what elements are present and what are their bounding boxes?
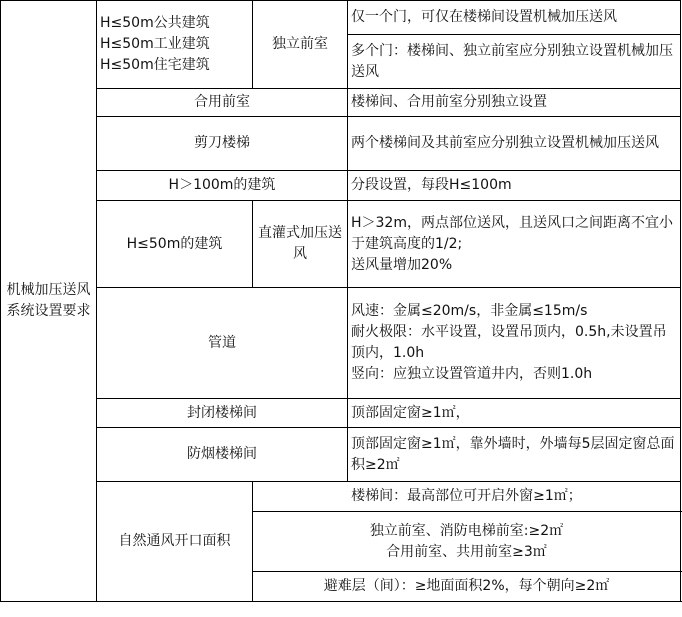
table-row: [1, 171, 681, 201]
category-label: 剪刀楼梯: [194, 135, 250, 151]
category-cell: [97, 201, 253, 288]
table-row: [1, 89, 681, 117]
requirement-text: 仅一个门，可仅在楼梯间设置机械加压送风: [351, 9, 617, 25]
category-cell: [97, 288, 348, 399]
requirement-cell: [348, 171, 681, 201]
requirement-cell: [348, 399, 681, 428]
requirement-text: 两个楼梯间及其前室应分别独立设置机械加压送风: [351, 135, 659, 151]
table-row: [1, 288, 681, 399]
requirement-text: 竖向：应独立设置管道井内，否则1.0h: [351, 366, 593, 382]
table-row: [1, 201, 681, 288]
category-label: 合用前室: [194, 94, 250, 110]
table-row: [1, 482, 681, 512]
requirement-text: H＞32m，两点部位送风，且送风口之间距离不宜小于建筑高度的1/2;: [351, 214, 673, 252]
category-cell: [97, 89, 348, 117]
building-type-list: [97, 1, 253, 89]
category-label: 防烟楼梯间: [187, 446, 257, 462]
requirement-text: 送风量增加20%: [351, 256, 453, 273]
requirement-text: 风速：金属≤20m/s，非金属≤15m/s: [351, 303, 588, 319]
requirement-text: 楼梯间：最高部位可开启外窗≥1㎡；: [351, 488, 582, 504]
requirement-cell: [348, 428, 681, 482]
building-type-residential: H≤50m住宅建筑: [100, 57, 210, 73]
section-label: 自然通风开口面积: [118, 533, 231, 549]
category-cell: [97, 117, 348, 171]
table-row: [1, 399, 681, 428]
anteroom-type-label: 独立前室: [272, 36, 328, 52]
building-type-industrial: H≤50m工业建筑: [100, 36, 210, 52]
anteroom-type-cell: [253, 1, 348, 89]
requirement-text: 分段设置，每段H≤100m: [351, 177, 512, 193]
subcategory-label: 直灌式加压送风: [258, 225, 342, 262]
category-cell: [97, 428, 348, 482]
table-row: [1, 117, 681, 171]
requirement-text: 避难层（间）：≥地面面积2%，每个朝向≥2㎡: [323, 578, 610, 594]
requirement-text: 耐火极限：水平设置，设置吊顶内，0.5h,未设置吊顶内，1.0h: [351, 324, 667, 361]
subcategory-cell: [253, 201, 348, 288]
building-type-public: H≤50m公共建筑: [100, 15, 210, 31]
requirement-text: 顶部固定窗≥1㎡，靠外墙时，外墙每5层固定窗总面积≥2㎡: [351, 435, 675, 473]
requirement-cell: [253, 482, 681, 512]
section-label: 机械加压送风系统设置要求: [6, 282, 91, 319]
requirement-cell: [348, 89, 681, 117]
requirement-cell: [253, 572, 681, 602]
category-label: H≤50m的建筑: [126, 235, 223, 252]
requirement-cell: [348, 35, 681, 89]
requirement-cell: [348, 288, 681, 399]
section-natural-ventilation: [97, 482, 253, 602]
category-label: H＞100m的建筑: [168, 177, 276, 193]
requirement-text: 顶部固定窗≥1㎡，: [351, 404, 470, 421]
table-row: [1, 428, 681, 482]
requirement-cell: [348, 117, 681, 171]
table-row: [1, 1, 681, 35]
category-cell: [97, 171, 348, 201]
category-cell: [97, 399, 348, 428]
requirement-cell: [348, 201, 681, 288]
requirement-text: 楼梯间、合用前室分别独立设置: [351, 94, 547, 110]
requirement-text: 合用前室、共用前室≥3㎡: [386, 543, 547, 560]
category-label: 封闭楼梯间: [187, 404, 257, 421]
requirement-text: 多个门：楼梯间、独立前室应分别独立设置机械加压送风: [351, 42, 673, 80]
requirement-cell: [348, 1, 681, 35]
requirement-text: 独立前室、消防电梯前室:≥2㎡: [369, 522, 564, 539]
section-mechanical-pressurization: [1, 1, 97, 602]
category-label: 管道: [208, 334, 236, 351]
requirement-cell: [253, 512, 681, 572]
